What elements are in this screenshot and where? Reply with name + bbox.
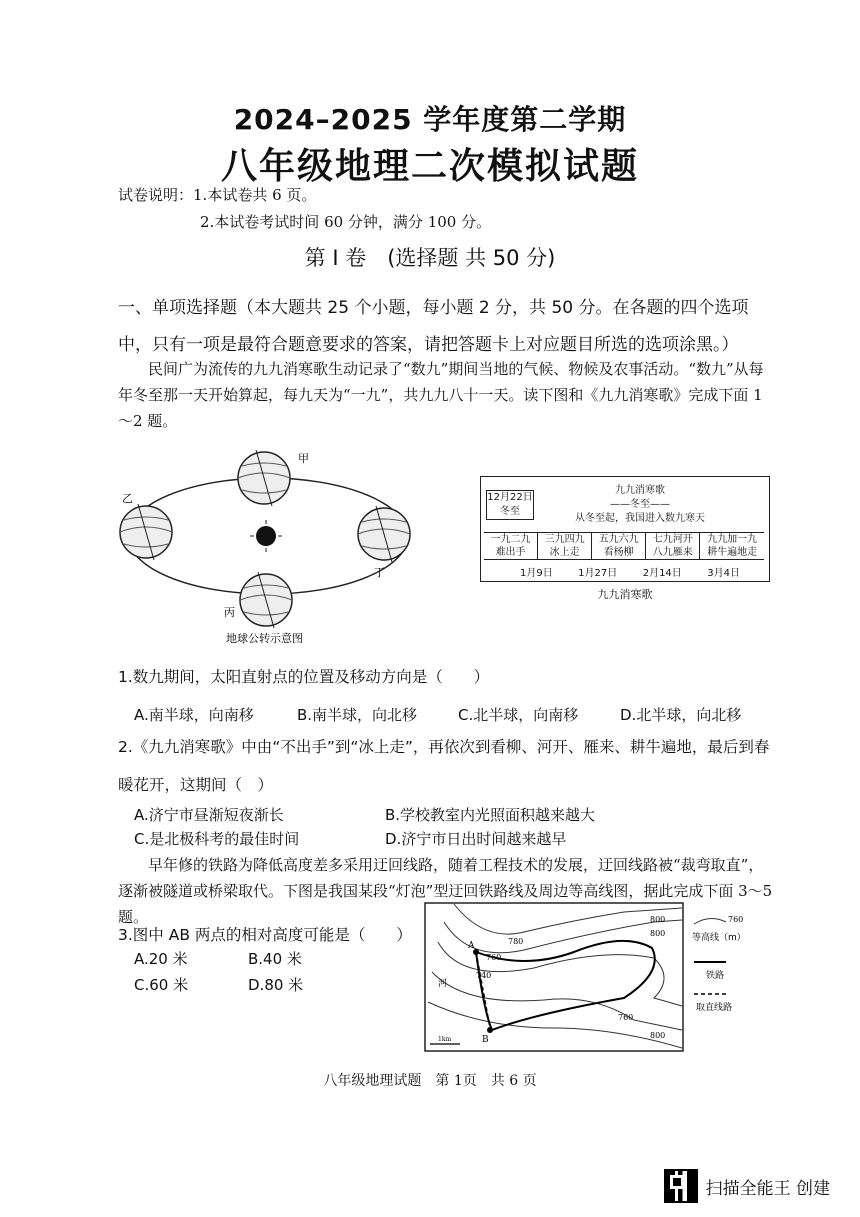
q1-option-b: B.南半球，向北移	[297, 706, 418, 724]
contour-legend	[690, 910, 770, 1020]
sun-icon	[256, 526, 276, 546]
legend-sample-value: 760	[728, 915, 744, 924]
song-cells-row	[484, 532, 764, 560]
orbit-label-jia: 甲	[298, 452, 309, 465]
globe-right-icon	[358, 506, 410, 562]
part-title: 第 I 卷 (选择题 共 50 分)	[304, 246, 556, 270]
exam-notes	[118, 182, 491, 236]
notes-label: 试卷说明：	[118, 186, 194, 204]
contour-value-label: 800	[650, 915, 666, 924]
scale-label: 1km	[438, 1036, 452, 1043]
date-box	[486, 490, 534, 520]
orbit-caption: 地球公转示意图	[226, 632, 303, 645]
q2-option-c: C.是北极科考的最佳时间	[134, 830, 300, 848]
question-3-stem: 3.图中 AB 两点的相对高度可能是（ ）	[118, 926, 412, 944]
page-footer: 八年级地理试题 第 1页 共 6 页	[323, 1073, 537, 1089]
section-heading: 一、单项选择题（本大题共 25 个小题，每小题 2 分，共 50 分。在各题的四个选项中，只有一项是最符合题意要求的答案，请把答题卡上对应题目所选的选项涂黑。）	[118, 298, 749, 355]
song-subtitle: ——冬至——	[610, 499, 670, 510]
song-date: 1月9日	[520, 568, 553, 579]
song-cell: 九九加一九 耕牛遍地走	[707, 534, 758, 558]
song-cell: 五九六九 看杨柳	[592, 533, 646, 559]
legend-railway-label: 铁路	[706, 971, 725, 981]
song-date: 1月27日	[578, 568, 618, 579]
q3-option-a: A.20 米	[134, 950, 188, 968]
date-box-solar-term: 冬至	[500, 506, 520, 517]
song-cell: 三九四九 冰上走	[538, 533, 592, 559]
orbit-label-bing: 丙	[224, 606, 235, 619]
song-table-figure	[480, 476, 770, 604]
song-table-caption: 九九消寒歌	[597, 588, 653, 601]
song-cell: 七九河开 八九雁来	[646, 533, 700, 559]
river-label: 河	[438, 979, 448, 989]
q3-option-b: B.40 米	[248, 950, 302, 968]
q1-option-d: D.北半球，向北移	[620, 706, 742, 724]
intro-paragraph-1: 民间广为流传的九九消寒歌生动记录了“数九”期间当地的气候、物候及农事活动。“数九”从每年冬至那一天开始算起，每九天为“一九”，共九九八十一天。读下图和《九九消寒歌》完成下面 1～2 题。	[118, 360, 764, 430]
song-header	[540, 484, 740, 526]
question-1-stem: 1.数九期间，太阳直射点的位置及移动方向是（ ）	[118, 668, 490, 686]
q1-option-c: C.北半球，向南移	[458, 706, 579, 724]
point-b-marker	[487, 1027, 493, 1033]
contour-value-label: 760	[618, 1013, 634, 1022]
q2-option-a: A.济宁市昼渐短夜渐长	[134, 806, 284, 824]
song-date: 2月14日	[642, 568, 682, 579]
q3-option-d: D.80 米	[248, 976, 304, 994]
notes-line1: 1.本试卷共 6 页。	[193, 186, 317, 204]
contour-value-label: 780	[508, 937, 524, 946]
exam-year-title: 2024–2025 学年度第二学期	[233, 103, 627, 136]
exam-main-title: 八年级地理二次模拟试题	[220, 146, 639, 187]
intro-paragraph-2: 早年修的铁路为降低高度差多采用迂回线路，随着工程技术的发展，迂回线路被“裁弯取直”，逐渐被隧道或桥梁取代。下图是我国某段“灯泡”型迂回铁路线及周边等高线图，据此完成下面 3～5 题。	[118, 856, 773, 926]
q1-option-a: A.南半球，向南移	[134, 706, 254, 724]
song-cell: 一九二九 难出手	[484, 533, 538, 559]
question-2-stem: 2.《九九消寒歌》中由“不出手”到“冰上走”，再依次到看柳、河开、雁来、耕牛遍地，最后到春暖花开，这期间（ ）	[118, 738, 770, 794]
globe-left-icon	[120, 504, 172, 560]
song-title: 九九消寒歌	[615, 485, 665, 496]
song-date: 3月4日	[707, 568, 740, 579]
point-a-label: A	[468, 941, 475, 951]
qr-code-icon	[664, 1169, 698, 1203]
scanner-watermark	[664, 1168, 830, 1204]
contour-value-label: 760	[486, 953, 502, 962]
point-b-label: B	[482, 1035, 489, 1045]
globe-bottom-icon	[240, 572, 292, 628]
contour-value-label: 740	[476, 971, 492, 980]
orbit-label-ding: 丁	[374, 566, 385, 579]
contour-value-label: 800	[650, 929, 666, 938]
q2-option-b: B.学校教室内光照面积越来越大	[385, 806, 596, 824]
song-dates-row	[520, 564, 740, 579]
earth-orbit-figure	[116, 440, 426, 648]
q2-option-d: D.济宁市日出时间越来越早	[385, 830, 567, 848]
orbit-label-yi: 乙	[122, 492, 133, 505]
contour-value-label: 800	[650, 1031, 666, 1040]
notes-line2: 2.本试卷考试时间 60 分钟，满分 100 分。	[200, 213, 492, 231]
scanner-watermark-label: 扫描全能王 创建	[705, 1178, 830, 1199]
contour-map-figure	[424, 902, 684, 1052]
globe-top-icon	[238, 450, 290, 506]
date-box-date: 12月22日	[487, 492, 533, 503]
legend-contour-label: 等高线（m）	[692, 933, 746, 943]
q3-option-c: C.60 米	[134, 976, 189, 994]
legend-straight-label: 取直线路	[696, 1003, 733, 1013]
song-intro: 从冬至起，我国进入数九寒天	[575, 513, 705, 524]
